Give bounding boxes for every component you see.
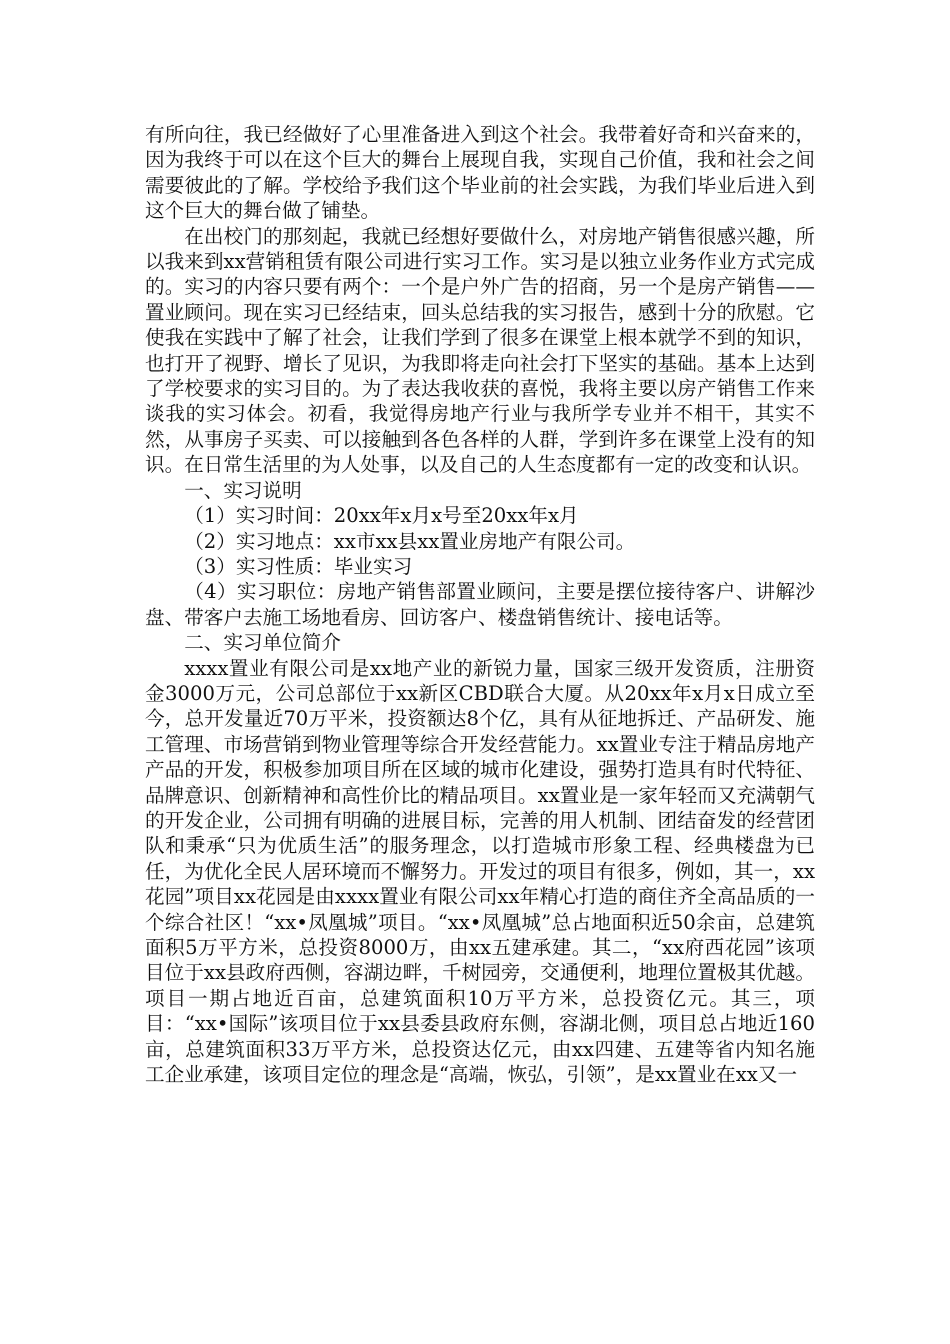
list-item-internship-location: （2）实习地点：xx市xx县xx置业房地产有限公司。 [184,529,636,553]
list-item-internship-position: （4）实习职位：房地产销售部置业顾问，主要是摆位接待客户、讲解沙盘、带客户去施工场地看房、回访客户、楼盘销售统计、接电话等。 [145,580,815,629]
list-item-internship-time: （1）实习时间：20xx年x月x号至20xx年x月 [184,504,579,528]
paragraph-intro-continued: 有所向往，我已经做好了心里准备进入到这个社会。我带着好奇和兴奋来的，因为我终于可以在这个巨大的舞台上展现自我，实现自己价值，我和社会之间需要彼此的了解。学校给予我们这个毕业前的社会实践，为我们毕业后进入到这个巨大的舞台做了铺垫。 [145,123,815,223]
section-heading-company-profile: 二、实习单位简介 [184,631,341,655]
section-heading-internship-description: 一、实习说明 [184,478,302,502]
list-item-internship-nature: （3）实习性质：毕业实习 [184,554,413,578]
document-body [145,122,815,1087]
paragraph-company-profile: xxxx置业有限公司是xx地产业的新锐力量，国家三级开发资质，注册资金3000万元，公司总部位于xx新区CBD联合大厦。从20xx年x月x日成立至今，总开发量近70万平米，投资额达8个亿，具有从征地拆迁、产品研发、施工管理、市场营销到物业管理等综合开发经营能力。xx置业专注于精品房地产产品的开发，积极参加项目所在区域的城市化建设，强势打造具有时代特征、品牌意识、创新精神和高性价比的精品项目。xx置业是一家年轻而又充满朝气的开发企业，公司拥有明确的进展目标，完善的用人机制、团结奋发的经营团队和秉承“只为优质生活”的服务理念，以打造城市形象工程、经典楼盘为已任，为优化全民人居环境而不懈努力。开发过的项目有很多，例如，其一，xx花园”项目xx花园是由xxxx置业有限公司xx年精心打造的商住齐全高品质的一个综合社区！“xx•凤凰城”项目。“xx•凤凰城”总占地面积近50余亩，总建筑面积5万平方米，总投资8000万，由xx五建承建。其二，“xx府西花园”该项目位于xx县政府西侧，容湖边畔，千树园旁，交通便利，地理位置极其优越。项目一期占地近百亩，总建筑面积10万平方米，总投资亿元。其三，项目：“xx•国际”该项目位于xx县委县政府东侧，容湖北侧，项目总占地近160亩，总建筑面积33万平方米，总投资达亿元，由xx四建、五建等省内知名施工企业承建，该项目定位的理念是“高端，恢弘，引领”，是xx置业在xx又一 [145,656,815,1087]
paragraph-internship-overview: 在出校门的那刻起，我就已经想好要做什么，对房地产销售很感兴趣，所以我来到xx营销租赁有限公司进行实习工作。实习是以独立业务作业方式完成的。实习的内容只要有两个：一个是户外广告的招商，另一个是房产销售——置业顾问。现在实习已经结束，回头总结我的实习报告，感到十分的欣慰。它使我在实践中了解了社会，让我们学到了很多在课堂上根本就学不到的知识，也打开了视野、增长了见识，为我即将走向社会打下坚实的基础。基本上达到了学校要求的实习目的。为了表达我收获的喜悦，我将主要以房产销售工作来谈我的实习体会。初看，我觉得房地产行业与我所学专业并不相干，其实不然，从事房子买卖、可以接触到各色各样的人群，学到许多在课堂上没有的知识。在日常生活里的为人处事，以及自己的人生态度都有一定的改变和认识。 [145,224,815,477]
